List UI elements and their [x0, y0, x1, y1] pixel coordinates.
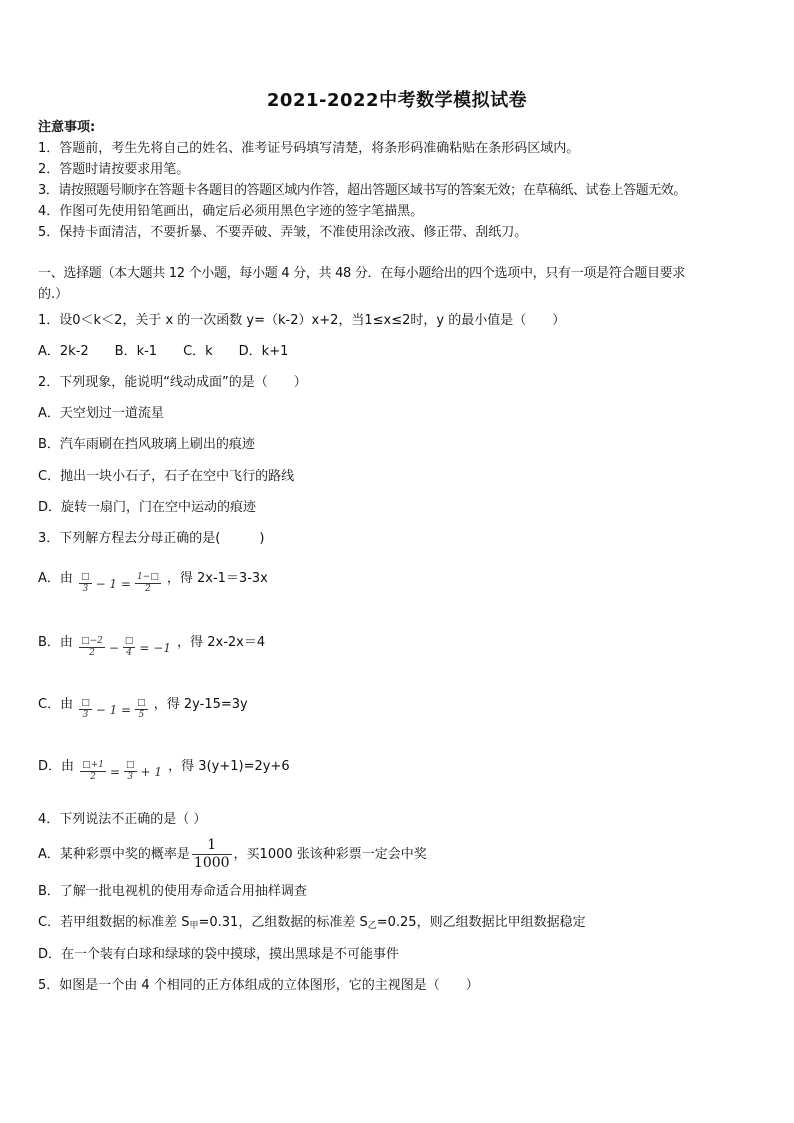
notice-item: 1．答题前，考生先将自己的姓名、准考证号码填写清楚，将条形码准确粘贴在条形码区域内。: [38, 141, 580, 156]
option-text: =0.31，乙组数据的标准差 S: [198, 915, 368, 930]
notice-item: 4．作图可先使用铅笔画出，确定后必须用黑色字迹的签字笔描黑。: [38, 204, 424, 219]
subscript: 乙: [367, 921, 377, 931]
equation: $\frac{□}{3}$ − 1 = $\frac{□}{5}$: [81, 698, 146, 720]
option-result: ，得 2x-1＝3-3x: [166, 571, 268, 586]
fraction: $\frac{1-□}{2}$: [136, 572, 159, 594]
option-label: B．由: [38, 635, 73, 650]
option-text: C．若甲组数据的标准差 S: [38, 915, 190, 930]
equation: $\frac{□-2}{2}$ − $\frac{□}{4}$ = −1: [81, 636, 171, 658]
notice-heading: 注意事项:: [38, 120, 96, 135]
question-3-option-d: [38, 750, 290, 783]
question-3-option-a: [38, 562, 268, 595]
option-text: ，买1000 张该种彩票一定会中奖: [233, 847, 427, 862]
question-4-option-c: [38, 914, 586, 935]
notice-item: 2．答题时请按要求用笔。: [38, 162, 190, 177]
option-text: A．某种彩票中奖的概率是: [38, 847, 190, 862]
question-5-stem: 5．如图是一个由 4 个相同的正方体组成的立体图形，它的主视图是（ ）: [38, 978, 479, 993]
option-label: A．由: [38, 571, 73, 586]
question-2-option-a: A．天空划过一道流星: [38, 406, 164, 421]
option-result: ，得 2y-15=3y: [153, 697, 248, 712]
section-heading-line2: 的.）: [38, 287, 69, 302]
option-result: ，得 3(y+1)=2y+6: [168, 759, 290, 774]
section-heading-line1: 一、选择题（本大题共 12 个小题，每小题 4 分，共 48 分．在每小题给出的四个选项中，只有一项是符合题目要求: [38, 266, 686, 281]
notice-item: 3．请按照题号顺序在答题卡各题目的答题区域内作答，超出答题区域书写的答案无效；在草稿纸、试卷上答题无效。: [38, 183, 686, 198]
question-4-option-b: B．了解一批电视机的使用寿命适合用抽样调查: [38, 884, 307, 899]
question-2-option-b: B．汽车雨刷在挡风玻璃上刷出的痕迹: [38, 437, 255, 452]
question-2-option-c: C．抛出一块小石子，石子在空中飞行的路线: [38, 469, 295, 484]
question-2-option-d: D．旋转一扇门，门在空中运动的痕迹: [38, 500, 257, 515]
fraction: $\frac{□}{5}$: [137, 698, 146, 720]
question-3-stem: 3．下列解方程去分母正确的是( ): [38, 531, 265, 546]
equation: $\frac{□}{3}$ − 1 = $\frac{1-□}{2}$: [81, 572, 159, 594]
question-4-option-d: D．在一个装有白球和绿球的袋中摸球，摸出黑球是不可能事件: [38, 947, 400, 962]
fraction: $\frac{□}{4}$: [124, 636, 134, 658]
equation: $\frac{□+1}{2}$ = $\frac{□}{3}$ + 1: [82, 760, 163, 782]
question-4-stem: 4．下列说法不正确的是（ ）: [38, 812, 207, 827]
notice-item: 5．保持卡面清洁，不要折暴、不要弄破、弄皱，不准使用涂改液、修正带、刮纸刀。: [38, 225, 528, 240]
subscript: 甲: [189, 921, 199, 931]
question-3-option-b: [38, 626, 265, 659]
question-4-option-a: [38, 837, 427, 872]
option-result: ，得 2x-2x＝4: [177, 635, 266, 650]
question-2-stem: 2．下列现象，能说明“线动成面”的是（ ）: [38, 375, 307, 390]
option-label: D．由: [38, 759, 75, 774]
fraction: $\frac{□+1}{2}$: [82, 760, 104, 782]
fraction: $\frac{1}{1000}$: [193, 837, 230, 871]
fraction: $\frac{□}{3}$: [81, 698, 90, 720]
question-1-stem: 1．设0＜k＜2，关于 x 的一次函数 y=（k-2）x+2，当1≤x≤2时，y 的最小值是（ ）: [38, 313, 566, 328]
option-text: =0.25，则乙组数据比甲组数据稳定: [376, 915, 586, 930]
fraction: $\frac{□}{3}$: [81, 572, 90, 594]
page-title: 2021-2022中考数学模拟试卷: [266, 90, 528, 111]
fraction: $\frac{□}{3}$: [126, 760, 135, 782]
option-label: C．由: [38, 697, 74, 712]
question-1-options: A．2k-2 B．k-1 C．k D．k+1: [38, 344, 289, 359]
fraction: $\frac{□-2}{2}$: [81, 636, 103, 658]
question-3-option-c: [38, 688, 248, 721]
